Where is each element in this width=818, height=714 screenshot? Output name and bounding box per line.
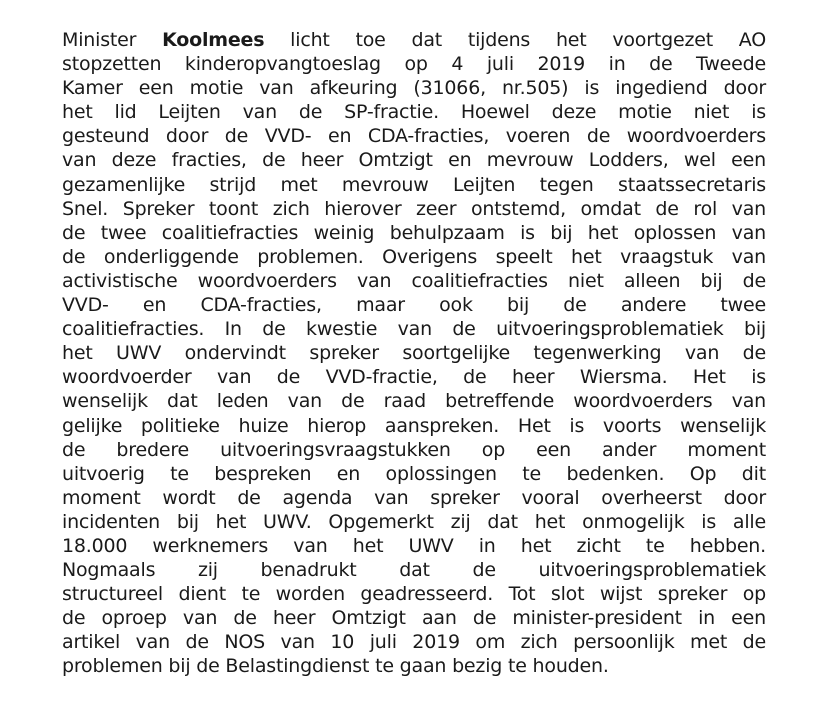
- paragraph-line-23: Nogmaals zij benadrukt dat de uitvoeringsproblematiek: [62, 559, 766, 582]
- paragraph-line-6: van deze fracties, de heer Omtzigt en mevrouw Lodders, wel een: [62, 149, 766, 172]
- minister-name: Koolmees: [162, 29, 265, 51]
- paragraph-line-24: structureel dient te worden geadresseerd. Tot slot wijst spreker op: [62, 583, 766, 606]
- line-1-prefix: Minister: [62, 29, 163, 51]
- paragraph-line-9: de twee coalitiefracties weinig behulpzaam is bij het oplossen van: [62, 221, 766, 244]
- paragraph-line-19: uitvoerig te bespreken en oplossingen te bedenken. Op dit: [62, 462, 766, 485]
- paragraph-line-1: [62, 28, 766, 52]
- paragraph-line-18: de bredere uitvoeringsvraagstukken op een ander moment: [62, 438, 766, 461]
- paragraph-line-14: het UWV ondervindt spreker soortgelijke tegenwerking van de: [62, 342, 766, 365]
- paragraph-line-8: Snel. Spreker toont zich hierover zeer ontstemd, omdat de rol van: [62, 197, 766, 220]
- paragraph: [62, 28, 766, 679]
- paragraph-line-16: wenselijk dat leden van de raad betreffende woordvoerders van: [62, 390, 766, 413]
- paragraph-line-2: stopzetten kinderopvangtoeslag op 4 juli 2019 in de Tweede: [62, 53, 766, 76]
- paragraph-line-21: incidenten bij het UWV. Opgemerkt zij dat het onmogelijk is alle: [62, 510, 766, 533]
- paragraph-line-4: het lid Leijten van de SP-fractie. Hoewel deze motie niet is: [62, 101, 766, 124]
- paragraph-line-7: gezamenlijke strijd met mevrouw Leijten tegen staatssecretaris: [62, 173, 766, 196]
- paragraph-line-22: 18.000 werknemers van het UWV in het zicht te hebben.: [62, 534, 766, 557]
- paragraph-line-12: VVD- en CDA-fracties, maar ook bij de andere twee: [62, 294, 766, 317]
- paragraph-line-15: woordvoerder van de VVD-fractie, de heer Wiersma. Het is: [62, 366, 766, 389]
- line-1-suffix: licht toe dat tijdens het voortgezet AO: [264, 29, 766, 51]
- paragraph-line-5: gesteund door de VVD- en CDA-fracties, voeren de woordvoerders: [62, 125, 766, 148]
- paragraph-line-26: artikel van de NOS van 10 juli 2019 om zich persoonlijk met de: [62, 631, 766, 654]
- paragraph-line-10: de onderliggende problemen. Overigens speelt het vraagstuk van: [62, 245, 766, 268]
- paragraph-line-13: coalitiefracties. In de kwestie van de uitvoeringsproblematiek bij: [62, 318, 766, 341]
- paragraph-line-11: activistische woordvoerders van coalitiefracties niet alleen bij de: [62, 269, 766, 292]
- paragraph-line-17: gelijke politieke huize hierop aanspreken. Het is voorts wenselijk: [62, 414, 766, 437]
- paragraph-line-27: problemen bij de Belastingdienst te gaan bezig te houden.: [62, 655, 609, 678]
- paragraph-line-20: moment wordt de agenda van spreker vooral overheerst door: [62, 486, 766, 509]
- paragraph-line-25: de oproep van de heer Omtzigt aan de minister-president in een: [62, 607, 766, 630]
- paragraph-line-3: Kamer een motie van afkeuring (31066, nr.505) is ingediend door: [62, 77, 766, 100]
